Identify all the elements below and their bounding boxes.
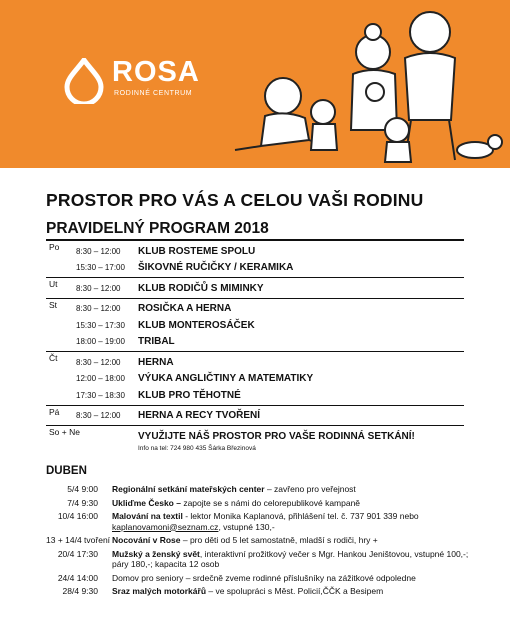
event-item [46,484,476,495]
event-title: Mužský a ženský svět [112,548,200,559]
event-item [46,535,476,546]
day-block [46,241,464,278]
logo-wordmark: ROSA [112,56,200,88]
schedule-row [46,280,464,297]
logo-tagline: RODINNÉ CENTRUM [114,90,193,97]
family-illustration [205,0,510,168]
day-label: Pá [49,406,60,417]
program-title: PRAVIDELNÝ PROGRAM 2018 [46,220,269,237]
event-item [46,549,476,570]
contact-info: Info na tel: 724 980 435 Šárka Březinová [138,444,256,452]
event-text: – zavřeno pro veřejnost [264,484,356,494]
event-text: - lektor Monika Kaplanová, přihlášení tel. č. 737 901 339 nebo [182,511,419,521]
schedule-row [46,317,464,334]
event-title: Ukliďme Česko – [112,497,181,508]
event-date: 28/4 9:30 [62,586,98,596]
email-link[interactable]: kaplanovamoni@seznam.cz [112,521,219,532]
time-slot: 15:30 – 17:30 [76,320,125,330]
time-slot: 8:30 – 12:00 [76,357,121,367]
event-item [46,511,476,532]
day-block [46,426,464,456]
activity-name: KLUB PRO TĚHOTNÉ [138,389,241,401]
activity-name: TRIBAL [138,336,175,348]
event-date: 20/4 17:30 [57,548,98,559]
schedule-row [46,354,464,371]
event-date: 24/4 14:00 [57,572,98,583]
time-slot: 17:30 – 18:30 [76,390,125,400]
event-title: Regionální setkání mateřských center [112,484,265,494]
event-text: zapojte se s námi do celorepublikové kampaně [180,497,361,508]
time-slot: 15:30 – 17:00 [76,263,125,273]
schedule-row [46,408,464,425]
activity-name: VYUŽIJTE NÁŠ PROSTOR PRO VAŠE RODINNÁ SETKÁNÍ! [138,430,415,442]
schedule-row [46,387,464,404]
activity-name: HERNA [138,356,174,368]
day-block [46,352,464,406]
event-date: 7/4 9:30 [67,497,98,508]
event-description [112,549,476,570]
rosa-logo [62,56,200,109]
event-description [112,573,416,584]
time-slot: 8:30 – 12:00 [76,283,121,293]
time-slot: 18:00 – 19:00 [76,337,125,347]
activity-name: ROSIČKA A HERNA [138,303,232,315]
event-item [46,498,476,509]
activity-name: KLUB ROSTEME SPOLU [138,245,256,257]
event-item [46,586,476,597]
event-description [112,586,383,597]
event-description [112,511,476,532]
day-label: So + Ne [49,427,80,437]
day-block [46,299,464,353]
schedule-row [46,243,464,260]
schedule-row [46,260,464,277]
time-slot: 8:30 – 12:00 [76,304,121,314]
event-date: 10/4 16:00 [57,511,98,521]
day-label: Ut [49,279,58,289]
activity-name: KLUB RODIČŮ S MIMINKY [138,282,264,294]
activity-name: ŠIKOVNÉ RUČIČKY / KERAMIKA [138,262,294,274]
event-date: 13 + 14/4 tvoření [46,535,111,545]
day-label: St [49,299,58,310]
event-text: – ve spolupráci s Měst. Policií,ČČK a Besipem [206,586,384,596]
drop-logo-icon [62,58,106,104]
event-text: – pro děti od 5 let samostatně, mladší s rodiči, hry + [180,535,378,545]
schedule-row [46,301,464,318]
event-text: Domov pro seniory – srdečně zveme rodinné příslušníky na zážitkové odpoledne [112,572,416,583]
event-text: , interaktivní prožitkový večer s Mgr. Hankou Jeništovou, vstupné 100,-; páry 180,-; kapacita 12 osob [112,548,469,569]
day-block [46,278,464,299]
time-slot: 12:00 – 18:00 [76,374,125,384]
event-item [46,573,476,584]
day-label: Čt [49,353,58,363]
event-title: Nocování v Rose [112,535,181,545]
day-label: Po [49,242,60,252]
event-date: 5/4 9:00 [67,484,98,494]
day-block [46,406,464,427]
event-title: Sraz malých motorkářů [112,586,207,596]
activity-name: KLUB MONTEROSÁČEK [138,319,255,331]
weekly-schedule [46,239,464,456]
event-list [46,484,476,600]
schedule-row [46,428,464,445]
event-description [112,535,378,546]
activity-name: VÝUKA ANGLIČTINY A MATEMATIKY [138,373,314,385]
activity-name: HERNA A RECY TVOŘENÍ [138,410,261,422]
time-slot: 8:30 – 12:00 [76,411,121,421]
event-description [112,498,360,509]
time-slot: 8:30 – 12:00 [76,246,121,256]
month-heading: DUBEN [46,465,87,477]
event-title: Malování na textil [112,511,183,521]
header-banner [0,0,510,168]
headline: PROSTOR PRO VÁS A CELOU VAŠI RODINU [46,190,424,210]
schedule-row [46,371,464,388]
schedule-row [46,334,464,351]
event-description [112,484,356,495]
event-text-suffix: , vstupné 130,- [218,521,275,532]
